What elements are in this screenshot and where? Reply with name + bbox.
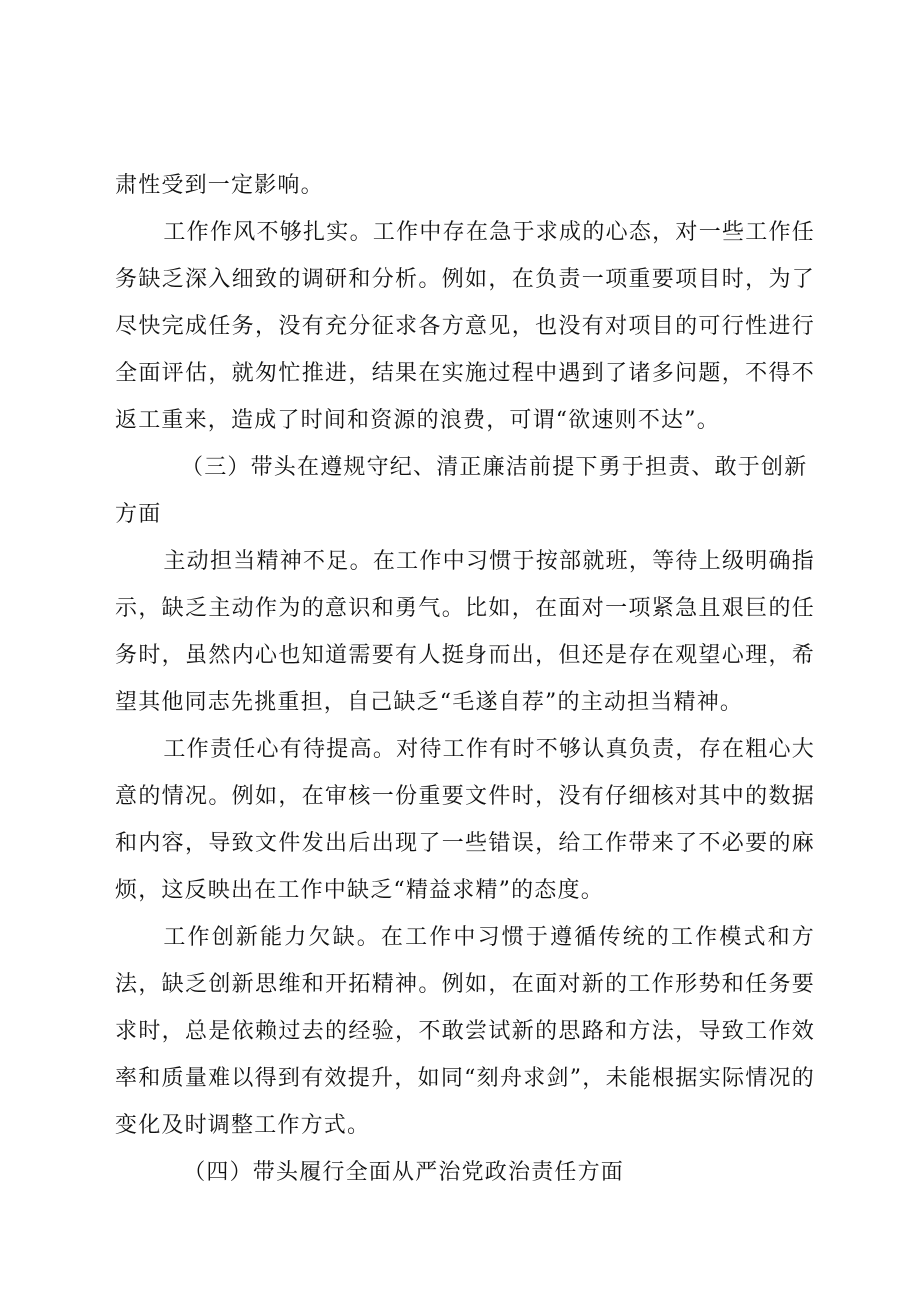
- document-body: [115, 162, 815, 1196]
- paragraph-work-style: 工作作风不够扎实。工作中存在急于求成的心态，对一些工作任务缺乏深入细致的调研和分析。例如，在负责一项重要项目时，为了尽快完成任务，没有充分征求各方意见，也没有对项目的可行性进行全面评估，就匆忙推进，结果在实施过程中遇到了诸多问题，不得不返工重来，造成了时间和资源的浪费，可谓“欲速则不达”。: [115, 220, 815, 433]
- paragraph-innovation: 工作创新能力欠缺。在工作中习惯于遵循传统的工作模式和方法，缺乏创新思维和开拓精神。例如，在面对新的工作形势和任务要求时，总是依赖过去的经验，不敢尝试新的思路和方法，导致工作效率和质量难以得到有效提升，如同“刻舟求剑”，未能根据实际情况的变化及时调整工作方式。: [115, 925, 815, 1138]
- section-heading-4: （四）带头履行全面从严治党政治责任方面: [183, 1160, 624, 1185]
- continuation-text: 肃性受到一定影响。: [115, 173, 324, 198]
- section-heading-3: （三）带头在遵规守纪、清正廉洁前提下勇于担责、敢于创新方面: [115, 455, 808, 527]
- paragraph-initiative: 主动担当精神不足。在工作中习惯于按部就班，等待上级明确指示，缺乏主动作为的意识和勇气。比如，在面对一项紧急且艰巨的任务时，虽然内心也知道需要有人挺身而出，但还是存在观望心理，希望其他同志先挑重担，自己缺乏“毛遂自荐”的主动担当精神。: [115, 549, 815, 715]
- paragraph-responsibility: 工作责任心有待提高。对待工作有时不够认真负责，存在粗心大意的情况。例如，在审核一份重要文件时，没有仔细核对其中的数据和内容，导致文件发出后出现了一些错误，给工作带来了不必要的麻烦，这反映出在工作中缺乏“精益求精”的态度。: [115, 737, 815, 903]
